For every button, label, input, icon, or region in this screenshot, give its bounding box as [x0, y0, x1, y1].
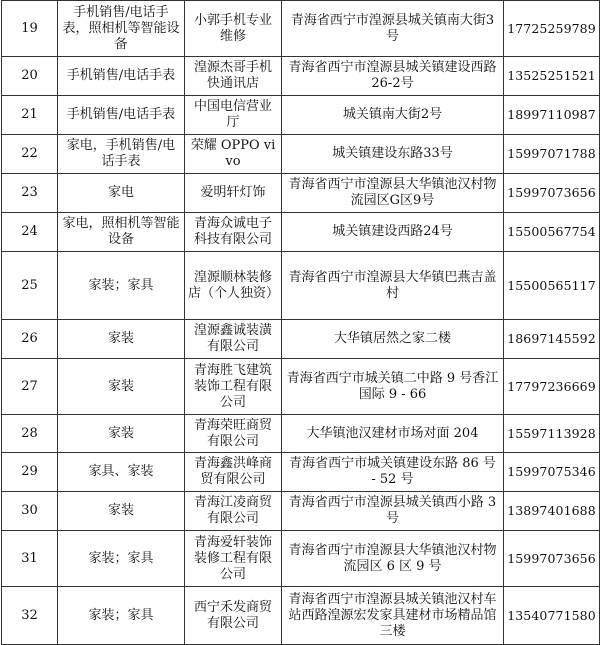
row-number: 26 — [2, 320, 58, 359]
table-row — [2, 492, 600, 531]
phone-number: 18697145592 — [504, 320, 600, 359]
table-row — [2, 587, 600, 645]
table-row — [2, 531, 600, 587]
business-category: 家装；家具 — [58, 252, 185, 320]
business-category: 手机销售/电话手表 — [58, 96, 185, 135]
phone-number: 15500565117 — [504, 252, 600, 320]
phone-number: 17797236669 — [504, 359, 600, 415]
merchant-address: 青海省西宁市湟源县大华镇池汉村物流园区 6 区 9 号 — [282, 531, 504, 587]
row-number: 30 — [2, 492, 58, 531]
row-number: 23 — [2, 174, 58, 213]
row-number: 27 — [2, 359, 58, 415]
phone-number: 15500567754 — [504, 213, 600, 252]
business-category: 家装 — [58, 415, 185, 453]
table-row — [2, 57, 600, 96]
merchant-address: 青海省西宁市湟源县城关镇西小路 3 号 — [282, 492, 504, 531]
phone-number: 13540771580 — [504, 587, 600, 645]
merchant-name: 小郭手机专业维修 — [185, 1, 282, 57]
business-category: 家电 — [58, 174, 185, 213]
business-category: 家装 — [58, 359, 185, 415]
merchant-name: 青海爱轩装饰装修工程有限公司 — [185, 531, 282, 587]
merchant-address: 青海省西宁市湟源县城关镇建设西路26-2号 — [282, 57, 504, 96]
phone-number: 15597113928 — [504, 415, 600, 453]
merchant-address: 青海省西宁市城关镇建设东路 86 号 - 52 号 — [282, 453, 504, 492]
merchant-address: 青海省西宁市湟源县大华镇池汉村物流园区G区9号 — [282, 174, 504, 213]
phone-number: 15997073656 — [504, 531, 600, 587]
row-number: 22 — [2, 135, 58, 174]
merchant-name: 荣耀 OPPO vivo — [185, 135, 282, 174]
phone-number: 15997071788 — [504, 135, 600, 174]
business-category: 家装；家具 — [58, 531, 185, 587]
merchant-address: 大华镇居然之家二楼 — [282, 320, 504, 359]
phone-number: 17725259789 — [504, 1, 600, 57]
table-row — [2, 1, 600, 57]
business-category: 家电，照相机等智能设备 — [58, 213, 185, 252]
business-category: 家装；家具 — [58, 587, 185, 645]
table-row — [2, 96, 600, 135]
merchant-address: 城关镇建设西路24号 — [282, 213, 504, 252]
row-number: 20 — [2, 57, 58, 96]
merchant-name: 青海众诚电子科技有限公司 — [185, 213, 282, 252]
merchant-name: 青海胜飞建筑装饰工程有限公司 — [185, 359, 282, 415]
merchant-address: 青海省西宁市城关镇二中路 9 号香江国际 9 - 66 — [282, 359, 504, 415]
merchant-address: 青海省西宁市湟源县城关镇池汉村车站西路湟源宏发家具建材市场精品馆三楼 — [282, 587, 504, 645]
merchant-name: 青海鑫洪峰商贸有限公司 — [185, 453, 282, 492]
row-number: 24 — [2, 213, 58, 252]
table-row — [2, 135, 600, 174]
business-category: 家具、家装 — [58, 453, 185, 492]
table-row — [2, 320, 600, 359]
merchant-address: 青海省西宁市湟源县城关镇南大街3号 — [282, 1, 504, 57]
row-number: 28 — [2, 415, 58, 453]
table-row — [2, 174, 600, 213]
row-number: 19 — [2, 1, 58, 57]
table-row — [2, 415, 600, 453]
row-number: 29 — [2, 453, 58, 492]
table-row — [2, 213, 600, 252]
merchant-address: 城关镇建设东路33号 — [282, 135, 504, 174]
business-category: 手机销售/电话手表 — [58, 57, 185, 96]
merchant-name: 湟源杰哥手机快通讯店 — [185, 57, 282, 96]
merchant-table — [1, 0, 600, 645]
merchant-name: 中国电信营业厅 — [185, 96, 282, 135]
merchant-address: 大华镇池汉建材市场对面 204 — [282, 415, 504, 453]
merchant-name: 湟源顺林装修店（个人独资） — [185, 252, 282, 320]
phone-number: 18997110987 — [504, 96, 600, 135]
business-category: 家电，手机销售/电话手表 — [58, 135, 185, 174]
merchant-address: 城关镇南大街2号 — [282, 96, 504, 135]
row-number: 31 — [2, 531, 58, 587]
phone-number: 13897401688 — [504, 492, 600, 531]
merchant-name: 湟源鑫诚装潢有限公司 — [185, 320, 282, 359]
row-number: 32 — [2, 587, 58, 645]
phone-number: 13525251521 — [504, 57, 600, 96]
business-category: 家装 — [58, 492, 185, 531]
row-number: 21 — [2, 96, 58, 135]
merchant-name: 爱明轩灯饰 — [185, 174, 282, 213]
merchant-name: 西宁禾发商贸有限公司 — [185, 587, 282, 645]
merchant-name: 青海荣旺商贸有限公司 — [185, 415, 282, 453]
merchant-name: 青海江凌商贸有限公司 — [185, 492, 282, 531]
table-row — [2, 453, 600, 492]
business-category: 家装 — [58, 320, 185, 359]
business-category: 手机销售/电话手表，照相机等智能设备 — [58, 1, 185, 57]
table-row — [2, 359, 600, 415]
row-number: 25 — [2, 252, 58, 320]
phone-number: 15997075346 — [504, 453, 600, 492]
table-row — [2, 252, 600, 320]
merchant-address: 青海省西宁市湟源县大华镇巴燕吉盖村 — [282, 252, 504, 320]
phone-number: 15997073656 — [504, 174, 600, 213]
